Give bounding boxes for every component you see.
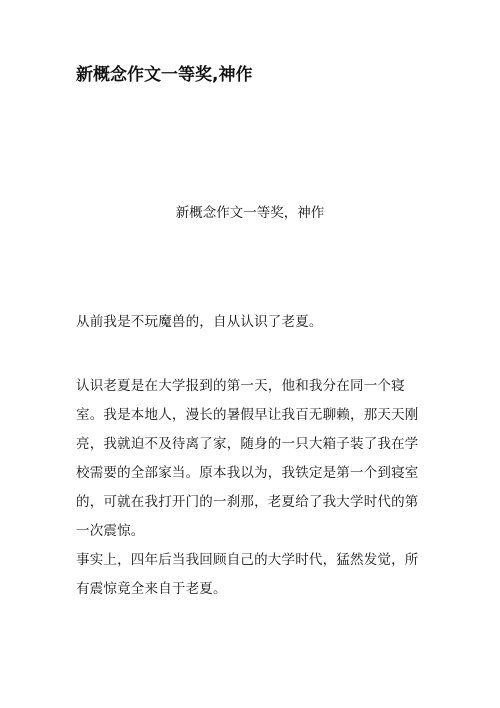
- paragraph-1: 从前我是不玩魔兽的，自从认识了老夏。: [76, 314, 323, 330]
- document-subtitle: 新概念作文一等奖，神作: [175, 205, 325, 221]
- document-title: 新概念作文一等奖,神作: [76, 65, 253, 85]
- paragraph-3: 事实上，四年后当我回顾自己的大学时代，猛然发觉，所有震惊竟全来自于老夏。: [76, 552, 419, 597]
- paragraph-2: 认识老夏是在大学报到的第一天，他和我分在同一个寝室。我是本地人，漫长的暑假早让我百无聊赖，那天天刚亮，我就迫不及待离了家，随身的一只大箱子装了我在学校需要的全部家当。原本我以为，我铁定是第一个到寝室的，可就在我打开门的一刹那，老夏给了我大学时代的第一次震惊。: [76, 378, 419, 539]
